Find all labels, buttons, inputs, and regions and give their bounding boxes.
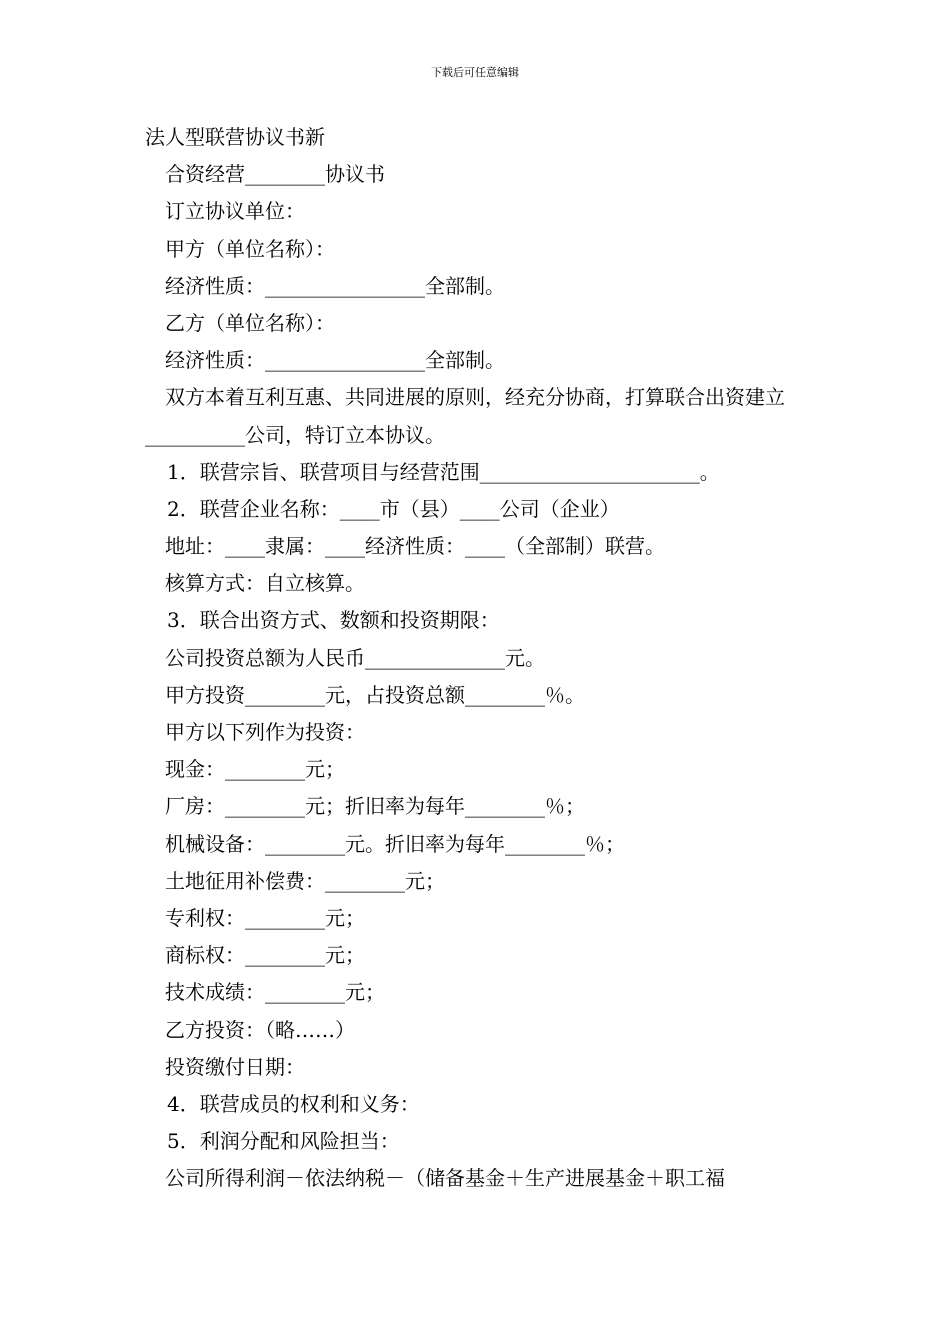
paragraph-agreement-heading: 合资经营________协议书 xyxy=(165,162,385,187)
document-body xyxy=(145,119,810,1197)
paragraph-party-a-investment: 甲方投资________元，占投资总额________％。 xyxy=(165,682,585,707)
page-header: 下载后可任意编辑 xyxy=(431,66,519,79)
paragraph-party-a-nature: 经济性质：________________全部制。 xyxy=(165,273,505,298)
paragraph-party-b-name: 乙方（单位名称）： xyxy=(165,310,335,335)
paragraph-party-a-items: 甲方以下列作为投资： xyxy=(165,720,365,745)
paragraph-preamble: 双方本着互利互惠、共同进展的原则，经充分协商，打算联合出资建立__________公司，特订立本协议。 xyxy=(145,385,785,447)
paragraph-patent: 专利权：________元； xyxy=(165,905,365,930)
paragraph-factory: 厂房：________元；折旧率为每年________％； xyxy=(165,794,585,819)
paragraph-total-investment: 公司投资总额为人民币______________元。 xyxy=(165,645,545,670)
paragraph-machinery: 机械设备：________元。折旧率为每年________％； xyxy=(165,831,625,856)
paragraph-party-a-name: 甲方（单位名称）： xyxy=(165,236,335,261)
clause-2-enterprise-name: 2．联营企业名称：____市（县）____公司（企业） xyxy=(167,496,620,521)
paragraph-payment-date: 投资缴付日期： xyxy=(165,1054,305,1079)
paragraph-profit-formula: 公司所得利润－依法纳税－（储备基金＋生产进展基金＋职工福 xyxy=(165,1166,725,1191)
document-title: 法人型联营协议书新 xyxy=(145,125,325,149)
paragraph-parties-label: 订立协议单位： xyxy=(165,199,305,224)
clause-1-purpose: 1．联营宗旨、联营项目与经营范围______________________。 xyxy=(167,459,720,484)
paragraph-land-compensation: 土地征用补偿费：________元； xyxy=(165,868,445,893)
paragraph-party-b-nature: 经济性质：________________全部制。 xyxy=(165,348,505,373)
clause-5-profit: 5．利润分配和风险担当： xyxy=(167,1129,400,1154)
clause-3-investment: 3．联合出资方式、数额和投资期限： xyxy=(167,608,500,633)
paragraph-trademark: 商标权：________元； xyxy=(165,943,365,968)
paragraph-cash: 现金：________元； xyxy=(165,757,345,782)
paragraph-technology: 技术成绩：________元； xyxy=(165,980,385,1005)
clause-4-rights: 4．联营成员的权利和义务： xyxy=(167,1091,420,1116)
paragraph-accounting: 核算方式：自立核算。 xyxy=(165,571,365,596)
paragraph-address: 地址：____隶属：____经济性质：____（全部制）联营。 xyxy=(165,534,665,559)
paragraph-party-b-investment: 乙方投资：（略……） xyxy=(165,1017,355,1042)
